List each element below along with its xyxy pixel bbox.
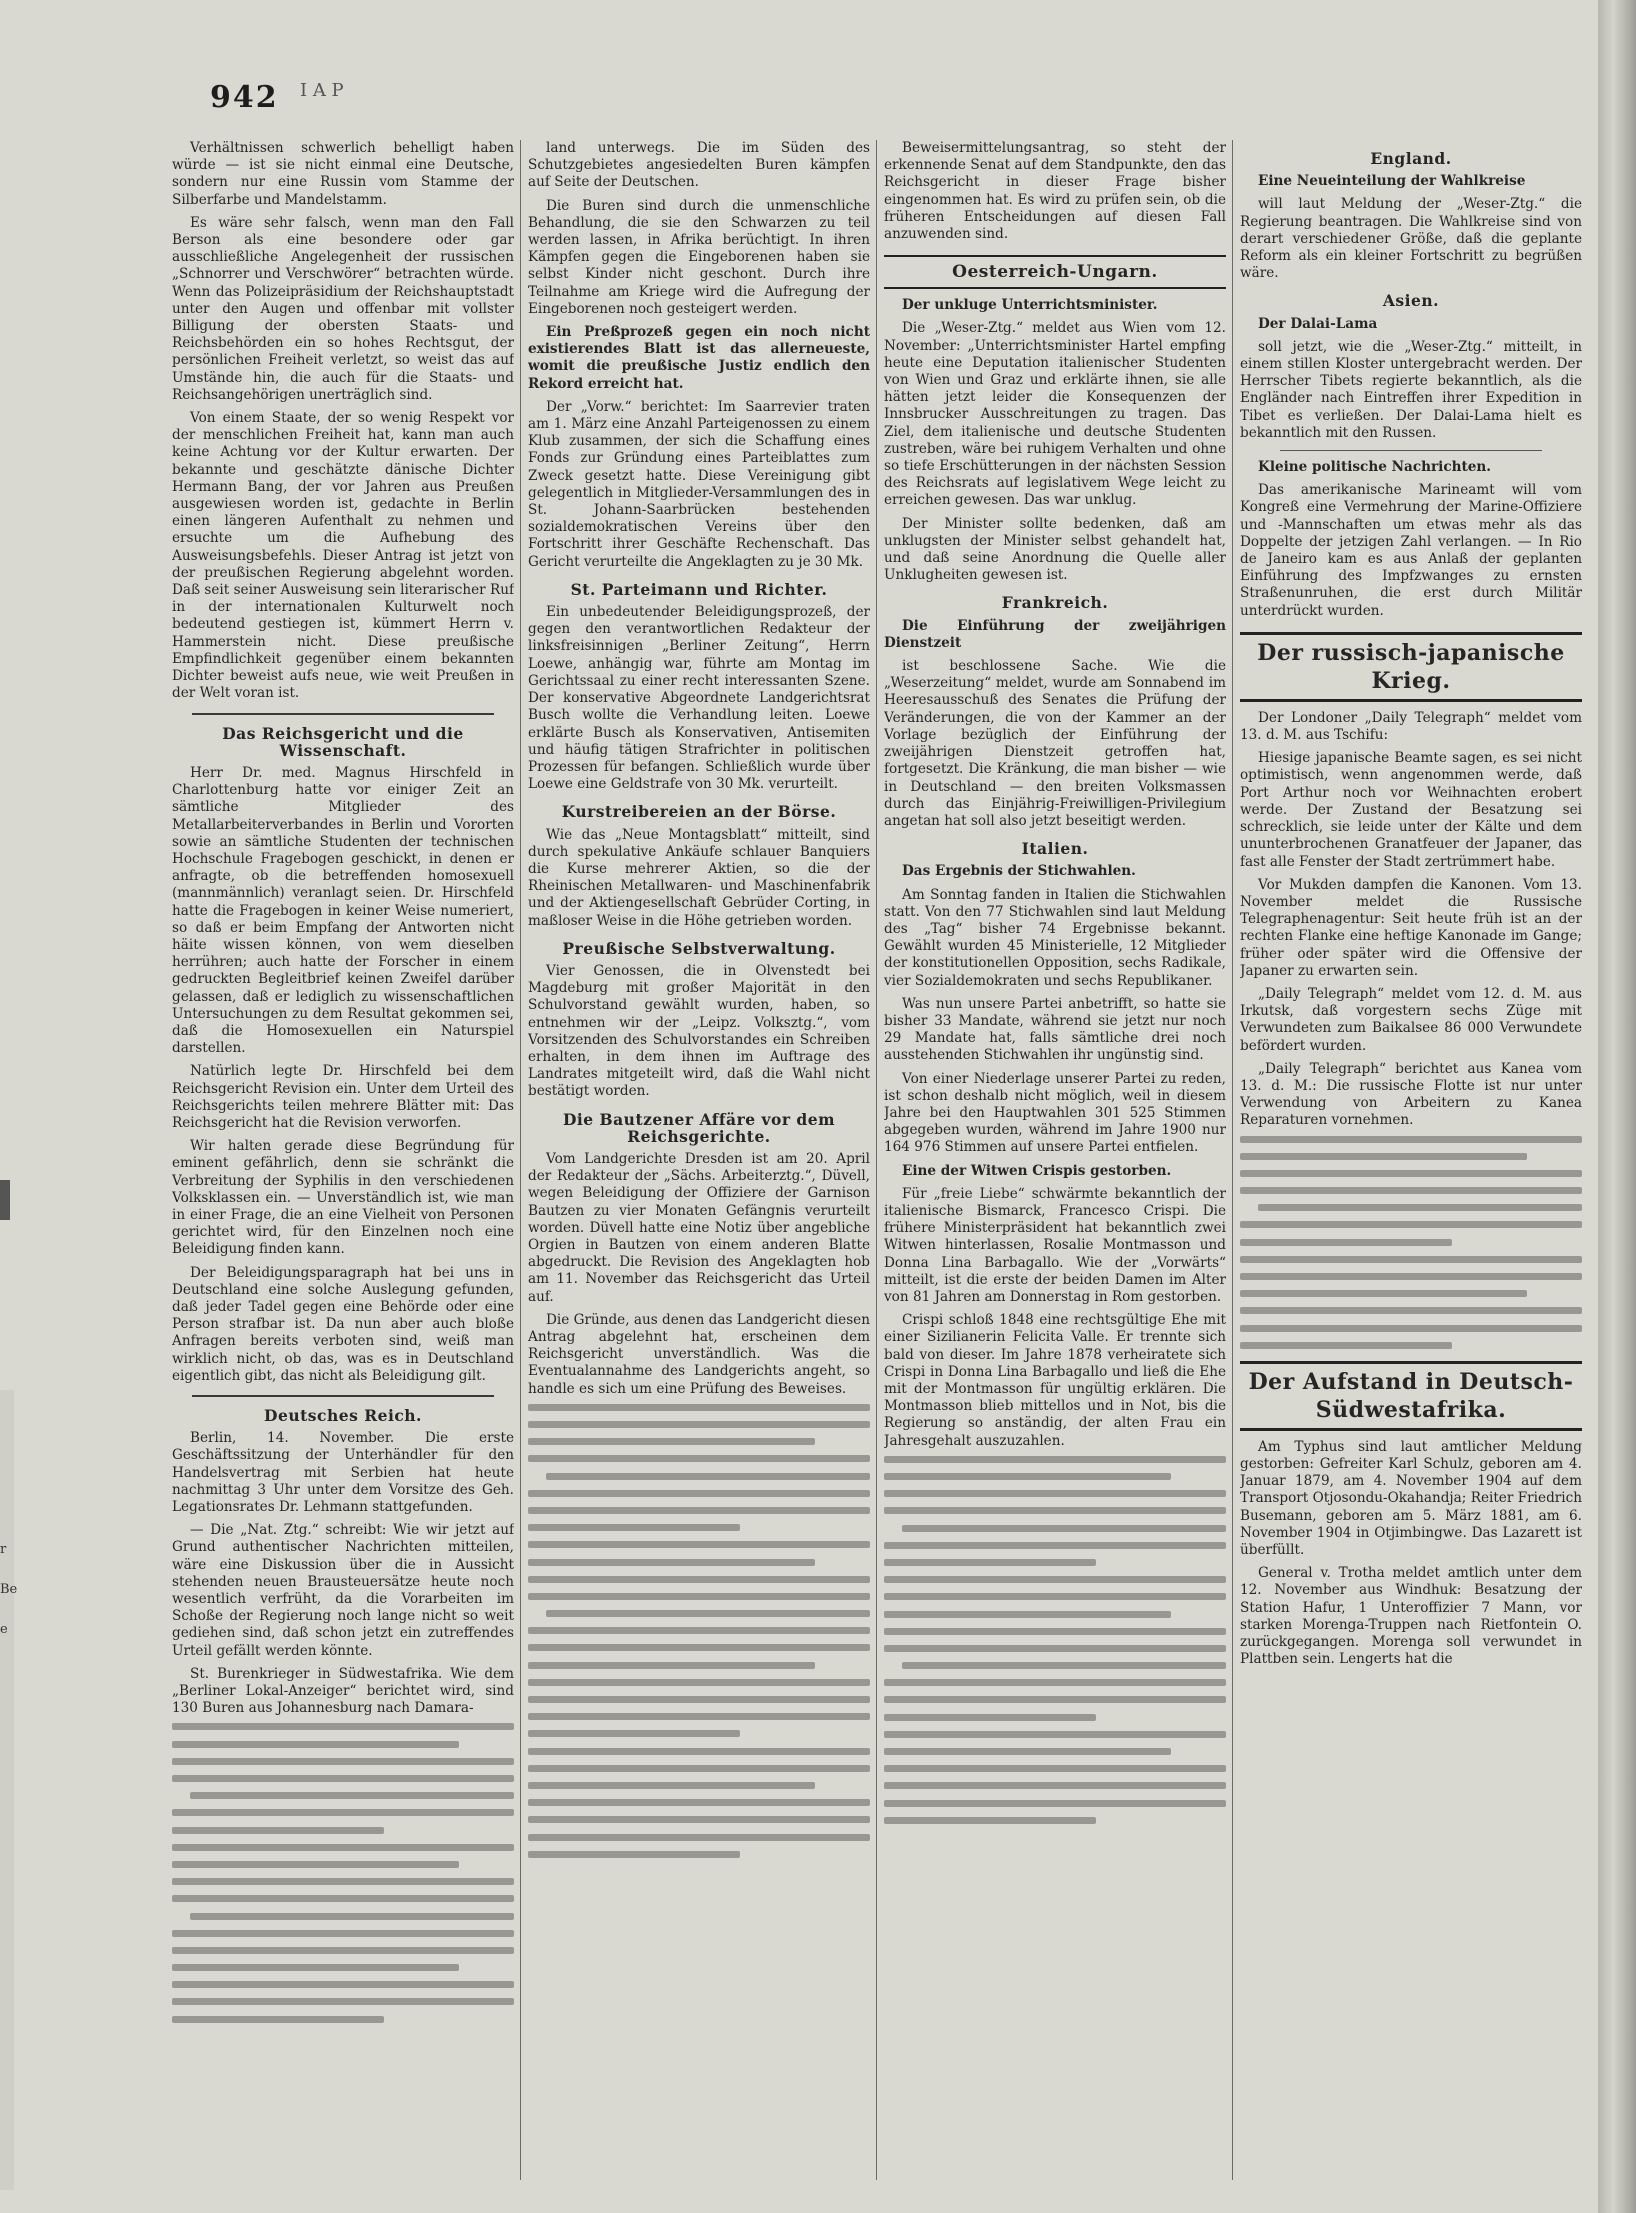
column-rule — [520, 140, 521, 2180]
paragraph: Die Buren sind durch die unmenschliche Behandlung, die sie den Schwarzen zu teil werden lassen, in Afrika berüchtigt. In ihren Kämpfen gegen die Eingeborenen haben sie selbst Kinder nicht geschont. Durch ihre Teilnahme am Kriege wird die Aufregung der Eingeborenen noch gesteigert werden. — [528, 197, 870, 317]
paragraph: Natürlich legte Dr. Hirschfeld bei dem Reichsgericht Revision ein. Unter dem Urteil des Reichsgerichts teilen mehrere Blätter mit: Das Reichsgericht hat die Revision verworfen. — [172, 1063, 514, 1131]
paragraph: Am Typhus sind laut amtlicher Meldung gestorben: Gefreiter Karl Schulz, geboren am 4. Januar 1879, am 4. November 1904 auf dem Transport Otjosondu-Okahandja; Reiter Friedrich Busemann, geboren am 5. März 1881, am 6. November 1904 in Otjimbingwe. Das Lazarett ist überfüllt. — [1240, 1438, 1582, 1559]
paragraph: Der „Vorw.“ berichtet: Im Saarrevier traten am 1. März eine Anzahl Parteigenossen zu einem Klub zusammen, der sich die Schaffung eines Fonds zur Gründung eines Parteiblattes zum Zweck gesetzt hatte. Diese Vereinigung gibt gelegentlich in Mitglieder-Versammlungen des in St. Johann-Saarbrücken bestehenden sozialdemokratischen Vereins über den Fortschritt ihrer Geschäfte Rechenschaft. Das Gericht verurteilte die Angeklagten zu je 30 Mk. — [528, 398, 870, 570]
paragraph: Wir halten gerade diese Begründung für eminent gefährlich, denn sie schränkt die Verbreitung der Syphilis in den verschiedenen Volksklassen ein. — Unverständlich ist, wie man in einer Frage, die an eine Vielheit von Personen gerichtet wird, für den Einzelnen noch eine Beleidigung finden kann. — [172, 1138, 514, 1258]
section-heading: St. Parteimann und Richter. — [570, 579, 828, 599]
paragraph: Von einem Staate, der so wenig Respekt vor der menschlichen Freiheit hat, kann man auch keine Achtung vor der Kultur erwarten. Der bekannte und geschätzte dänische Dichter Hermann Bang, der vor Jahren aus Preußen ausgewiesen worden ist, gedachte in Berlin einen längeren Aufenthalt zu nehmen und ersuchte um die Aufhebung des Ausweisungsbefehls. Dieser Antrag ist jetzt von der preußischen Regierung abgelehnt worden. Daß seit seiner Ausweisung sein literarischer Ruf in der internationalen Kulturwelt noch bedeutend gestiegen ist, kümmert Herrn v. Hammerstein nicht. Diese preußische Empfindlichkeit gegenüber einem bekannten Dichter beweist aufs neue, wie weit Preußen in der Welt voran ist. — [172, 410, 514, 702]
paragraph: Wie das „Neue Montagsblatt“ mitteilt, sind durch spekulative Ankäufe schlauer Banquiers die Kurse mehrerer Aktien, so die der Rheinischen Metallwaren- und Maschinenfabrik und der Aktiengesellschaft Gebrüder Corting, in maßloser Weise in die Höhe getrieben worden. — [528, 826, 870, 929]
section-heading: Italien. — [1021, 839, 1089, 859]
paragraph: „Daily Telegraph“ berichtet aus Kanea vom 13. d. M.: Die russische Flotte ist nur unter Verwendung von Arbeitern zu Kanea Reparaturen vornehmen. — [1240, 1060, 1582, 1129]
article-lead: Der unkluge Unterrichtsminister. — [902, 297, 1158, 314]
adjacent-page-edge — [0, 1390, 18, 2190]
illegible-text-lines — [528, 1404, 870, 1858]
paragraph: Ein unbedeutender Beleidigungsprozeß, der gegen den verantwortlichen Redakteur der linksfreisinnigen „Berliner Zeitung“, Herrn Loewe, anhängig war, führte am Montag im Gerichtssaal zu einer recht interessanten Szene. Der konservative Abgeordnete Landgerichtsrat Busch wollte die Verhandlung leiten. Loewe erklärte Busch als Konservativen, Antisemiten und häufig tätigen Strafrichter in politischen Prozessen für befangen. Schließlich wurde über Loewe eine Geldstrafe von 30 Mk. verurteilt. — [528, 604, 870, 793]
column-4 — [1240, 140, 1582, 2180]
main-heading: Der Aufstand in Deutsch-Südwestafrika. — [1240, 1361, 1582, 1431]
paragraph: „Daily Telegraph“ meldet vom 12. d. M. aus Irkutsk, daß vorgestern sechs Züge mit Verwundeten zum Baikalsee 86 000 Verwundete befördert wurden. — [1240, 985, 1582, 1054]
paragraph: Vor Mukden dampfen die Kanonen. Vom 13. November meldet die Russische Telegraphenagentur: Seit heute früh ist an der rechten Flanke eine heftige Kanonade im Gange; früher oder später wird die Offensive der Japaner zu erwarten sein. — [1240, 876, 1582, 979]
library-stamp: I A P — [300, 80, 344, 101]
paragraph: Herr Dr. med. Magnus Hirschfeld in Charlottenburg hatte vor einiger Zeit an sämtliche Mitglieder des Metallarbeiterverbandes in Berlin und Vororten sowie an sämtliche Studenten der technischen Hochschule Fragebogen geschickt, in denen er anfragte, ob die betreffenden homosexuell (mannmännlich) veranlagt seien. Dr. Hirschfeld hatte die Fragebogen in keiner Weise numeriert, so daß er beim Empfang der Antworten nicht häite wissen können, von wem dieselben herrühren; auch hatte der Forscher in einem gedruckten Begleitbrief keinen Zweifel darüber gelassen, daß er lediglich zu wissenschaftlichen Untersuchungen zu dem Resultat gekommen sei, daß die Homosexuellen ein Naturspiel darstellen. — [172, 764, 514, 1057]
margin-mark-1: r — [0, 1542, 7, 1557]
paragraph: soll jetzt, wie die „Weser-Ztg.“ mitteilt, in einem stillen Kloster untergebracht werden. Der Herrscher Tibets regierte bekanntlich, als die Engländer nach Eintreffen ihrer Expedition in Tibet es verließen. Der Dalai-Lama hielt es bekanntlich mit den Russen. — [1240, 338, 1582, 441]
section-heading: Preußische Selbstverwaltung. — [562, 938, 836, 958]
section-heading: England. — [1370, 149, 1452, 168]
paragraph: St. Burenkrieger in Südwestafrika. Wie dem „Berliner Lokal-Anzeiger“ berichtet wird, sind 130 Buren aus Johannesburg nach Damara- — [172, 1665, 514, 1717]
paragraph: Das amerikanische Marineamt will vom Kongreß eine Vermehrung der Marine-Offiziere und -Mannschaften um etwas mehr als das Doppelte der jetzigen Zahl verlangen. — In Rio de Janeiro kam es aus Anlaß der geplanten Einführung des Impfzwanges zu ernsten Straßenunruhen, die erst durch Militär unterdrückt wurden. — [1240, 482, 1582, 619]
paragraph: Was nun unsere Partei anbetrifft, so hatte sie bisher 33 Mandate, während sie jetzt nur noch 29 Mandate hat, falls sämtliche drei noch ausstehenden Stichwahlen ihr ungünstig sind. — [884, 995, 1226, 1064]
paragraph: General v. Trotha meldet amtlich unter dem 12. November aus Windhuk: Besatzung der Station Hafur, 1 Unteroffizier 7 Mann, vor starken Morenga-Truppen nach Rietfontein O. zurückgegangen. Morenga soll verwundet in Plattben sein. Lengerts hat die — [1240, 1565, 1582, 1668]
paragraph: Verhältnissen schwerlich behelligt haben würde — ist sie nicht einmal eine Deutsche, sondern nur eine Russin vom Stamme der Silberfarbe und Mandelstamm. — [172, 140, 514, 208]
paragraph: Vier Genossen, die in Olvenstedt bei Magdeburg mit großer Majorität in den Schulvorstand gewählt wurden, haben, so entnehmen wir der „Leipz. Volksztg.“, vom Vorsitzenden des Schulvorstandes ein Schreiben erhalten, in dem ihnen im Auftrage des Landrates mitgeteilt wird, daß die Wahl nicht bestätigt worden. — [528, 962, 870, 1100]
section-heading: Asien. — [1382, 291, 1440, 311]
illegible-text-lines — [172, 1723, 514, 2022]
paragraph: Vom Landgerichte Dresden ist am 20. April der Redakteur der „Sächs. Arbeiterztg.“, Düvell, wegen Beleidigung der Offiziere der Garnison Bautzen zu vier Monaten Gefängnis verurteilt worden. Düvell hatte eine Notiz über angebliche Orgien in Bautzen von einem anderen Blatte abgedruckt. Die Revision des Angeklagten hob am 11. November das Reichsgericht das Urteil auf. — [528, 1150, 870, 1305]
paragraph: Es wäre sehr falsch, wenn man den Fall Berson als eine besondere oder gar ausschließliche Angelegenheit der russischen „Schnorrer und Verschwörer“ betrachten würde. Wenn das Polizeipräsidium der Reichshauptstadt unter den Augen und offenbar mit vollster Billigung der obersten Staats- und Reichsbehörden ein so hohes Rechtsgut, der persönlichen Freiheit verletzt, so weist das auf Umstände hin, die auch für die Staats- und Reichsangehörigen unerträglich sind. — [172, 214, 514, 403]
column-rule — [1232, 140, 1233, 2180]
separator — [192, 713, 494, 715]
paragraph: ist beschlossene Sache. Wie die „Weserzeitung“ meldet, wurde am Sonnabend im Heeresausschuß des Senates die Prüfung der Veränderungen, die von der Kammer an der Vorlage bezüglich der Einführung der zweijährigen Dienstzeit getroffen hat, fortgesetzt. Die Kränkung, die man bisher — wie in Deutschland — den breiten Volksmassen durch das Einjährig-Freiwilligen-Privilegium angetan hat soll also jetzt beseitigt werden. — [884, 658, 1226, 829]
article-lead: Der Dalai-Lama — [1258, 315, 1378, 332]
section-heading: Frankreich. — [1001, 593, 1109, 613]
illegible-text-lines — [884, 1456, 1226, 1824]
article-lead: Die Einführung der zweijährigen Dienstzeit — [884, 617, 1226, 651]
paragraph: Von einer Niederlage unserer Partei zu reden, ist schon deshalb nicht möglich, weil in diesem Jahre bei den Hauptwahlen 301 525 Stimmen abgegeben wurden, während im Jahre 1900 nur 164 976 Stimmen auf unsere Partei entfielen. — [884, 1070, 1226, 1156]
paragraph: Der Beleidigungsparagraph hat bei uns in Deutschland eine solche Auslegung gefunden, daß jeder Tadel gegen eine Behörde oder eine Person strafbar ist. Da nun aber auch bloße Anfragen bereits verboten sind, weiß man wirklich nicht, ob das, was es in Deutschland eigentlich gibt, das nicht als Beleidigung gilt. — [172, 1264, 514, 1384]
paragraph: Der Londoner „Daily Telegraph“ meldet vom 13. d. M. aus Tschifu: — [1240, 709, 1582, 744]
margin-mark — [0, 1180, 10, 1220]
margin-mark-2: Be — [0, 1582, 18, 1597]
column-2 — [528, 140, 870, 2180]
paragraph: Berlin, 14. November. Die erste Geschäftssitzung der Unterhändler für den Handelsvertrag mit Serbien hat heute nachmittag 3 Uhr unter dem Vorsitze des Geh. Legationsrates Dr. Lehmann stattgefunden. — [172, 1430, 514, 1516]
paragraph: Hiesige japanische Beamte sagen, es sei nicht optimistisch, wenn angenommen werde, daß Port Arthur noch vor Weihnachten erobert werde. Der Zustand der Besatzung sei schrecklich, sie leide unter der Kälte und dem ununterbrochenen Granatfeuer der Japaner, das fast alle Fenster der Stadt zertrümmert habe. — [1240, 750, 1582, 870]
illegible-text-lines — [1240, 1136, 1582, 1349]
paragraph: Am Sonntag fanden in Italien die Stichwahlen statt. Von den 77 Stichwahlen sind laut Meldung des „Tag“ bisher 74 Ergebnisse bekannt. Gewählt wurden 45 Ministerielle, 12 Mitglieder der konstitutionellen Opposition, sechs Radikale, vier Sozialdemokraten und sechs Republikaner. — [884, 886, 1226, 989]
article-lead: Ein Preßprozeß gegen ein noch nicht existierendes Blatt ist das allerneueste, womit die preußische Justiz endlich den Rekord erreicht hat. — [528, 324, 870, 392]
adjacent-page-text — [0, 1530, 18, 1650]
paragraph: Die Gründe, aus denen das Landgericht diesen Antrag abgelehnt hat, erscheinen dem Reichsgericht unverständlich. Was die Eventualannahme des Landgerichts angeht, so handle es sich um eine Prüfung des Beweises. — [528, 1311, 870, 1397]
paragraph: Beweisermittelungsantrag, so steht der erkennende Senat auf dem Standpunkte, den das Reichsgericht in dieser Frage bisher eingenommen hat. Es wird zu prüfen sein, ob die früheren Entscheidungen auf diesen Fall anzuwenden sind. — [884, 140, 1226, 243]
paragraph: Für „freie Liebe“ schwärmte bekanntlich der italienische Bismarck, Francesco Crispi. Die frühere Ministerpräsident hat bekanntlich zwei Witwen hinterlassen, Rosalie Montmasson und Donna Lina Barbagallo. Wie der „Vorwärts“ mitteilt, ist die erste der beiden Damen im Alter von 81 Jahren am Donnerstag in Rom gestorben. — [884, 1185, 1226, 1305]
binding-edge — [1598, 0, 1636, 2213]
column-rule — [876, 140, 877, 2180]
separator — [1280, 450, 1542, 451]
main-heading: Der russisch-japanische Krieg. — [1240, 632, 1582, 702]
article-lead: Eine der Witwen Crispis gestorben. — [902, 1162, 1172, 1179]
paragraph: land unterwegs. Die im Süden des Schutzgebietes angesiedelten Buren kämpfen auf Seite der Deutschen. — [528, 140, 870, 191]
margin-mark-3: e — [0, 1622, 8, 1637]
separator — [192, 1395, 494, 1397]
article-lead: Kleine politische Nachrichten. — [1258, 459, 1492, 476]
section-heading: Das Reichsgericht und die Wissenschaft. — [222, 723, 464, 760]
page-number: 942 — [210, 80, 279, 115]
paragraph: — Die „Nat. Ztg.“ schreibt: Wie wir jetzt auf Grund authentischer Nachrichten mitteilen, wäre eine Diskussion über die in Aussicht stehenden neuen Brausteuersätze heute noch wesentlich verfrüht, da die Vorarbeiten im Schoße der Regierung noch lange nicht so weit gediehen sind, daß schon jetzt ein zutreffendes Urteil gefällt werden könnte. — [172, 1522, 514, 1659]
section-heading: Oesterreich-Ungarn. — [884, 255, 1226, 289]
paragraph: Crispi schloß 1848 eine rechtsgültige Ehe mit einer Sizilianerin Felicita Valle. Er trennte sich bald von dieser. Im Jahre 1878 verheiratete sich Crispi in Donna Lina Barbagallo und ließ die Ehe mit der Montmasson für ungültig erklären. Die Montmasson blieb mittellos und in Not, bis die Regierung so anständig, der alten Frau ein Jahresgehalt auszuzahlen. — [884, 1312, 1226, 1449]
paragraph: Die „Weser-Ztg.“ meldet aus Wien vom 12. November: „Unterrichtsminister Hartel empfing heute eine Deputation italienischer Studenten von Wien und Graz und erklärte ihnen, sie alle hätten jetzt leider die Konsequenzen der Innsbrucker Ausschreitungen zu tragen. Das Ziel, dem italienische und deutsche Studenten zustreben, wäre bei ruhigem Verhalten und ohne so tiefe Erschütterungen in der nächsten Session des Reichsrats auf legislativem Wege leicht zu erreichen gewesen. Das war unklug. — [884, 320, 1226, 509]
article-lead: Das Ergebnis der Stichwahlen. — [902, 863, 1136, 880]
article-lead: Eine Neueinteilung der Wahlkreise — [1258, 173, 1526, 190]
column-1 — [172, 140, 514, 2180]
section-heading: Die Bautzener Affäre vor dem Reichsgerichte. — [562, 1109, 836, 1146]
section-heading: Deutsches Reich. — [264, 1406, 422, 1426]
column-3 — [884, 140, 1226, 2180]
paragraph: Der Minister sollte bedenken, daß am unklugsten der Minister selbst gehandelt hat, und daß seine Anordnung die Quelle aller Unklugheiten gewesen ist. — [884, 515, 1226, 584]
section-heading: Kurstreibereien an der Börse. — [561, 802, 837, 822]
paragraph: will laut Meldung der „Weser-Ztg.“ die Regierung beantragen. Die Wahlkreise sind von derart verschiedener Größe, daß die geplante Reform als ein kleiner Fortschritt zu begrüßen wäre. — [1240, 196, 1582, 282]
